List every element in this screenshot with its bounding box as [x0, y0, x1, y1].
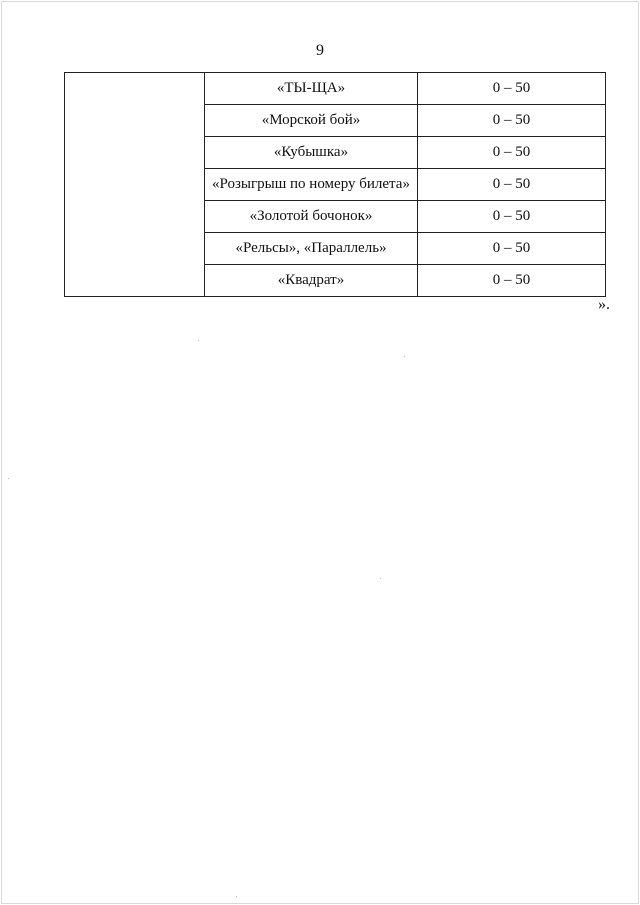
range-cell: 0 – 50: [418, 265, 606, 297]
range-cell: 0 – 50: [418, 169, 606, 201]
game-name-cell: «Квадрат»: [205, 265, 418, 297]
merged-empty-cell: [65, 73, 205, 297]
game-name-cell: «Золотой бочонок»: [205, 201, 418, 233]
range-cell: 0 – 50: [418, 73, 606, 105]
game-name-cell: «Морской бой»: [205, 105, 418, 137]
game-table: [64, 72, 606, 297]
range-cell: 0 – 50: [418, 137, 606, 169]
closing-quote-mark: ».: [598, 296, 610, 313]
range-cell: 0 – 50: [418, 233, 606, 265]
game-name-cell: «ТЫ-ЩА»: [205, 73, 418, 105]
range-cell: 0 – 50: [418, 201, 606, 233]
game-name-cell: «Рельсы», «Параллель»: [205, 233, 418, 265]
scan-speck: [198, 340, 199, 341]
scan-speck: [380, 578, 381, 579]
page-number: 9: [316, 42, 324, 59]
scan-speck: [8, 478, 9, 479]
scan-speck: [404, 356, 405, 357]
game-name-cell: «Розыгрыш по номеру билета»: [205, 169, 418, 201]
range-cell: 0 – 50: [418, 105, 606, 137]
game-name-cell: «Кубышка»: [205, 137, 418, 169]
table-row: [65, 73, 606, 105]
scan-speck: [236, 896, 237, 897]
